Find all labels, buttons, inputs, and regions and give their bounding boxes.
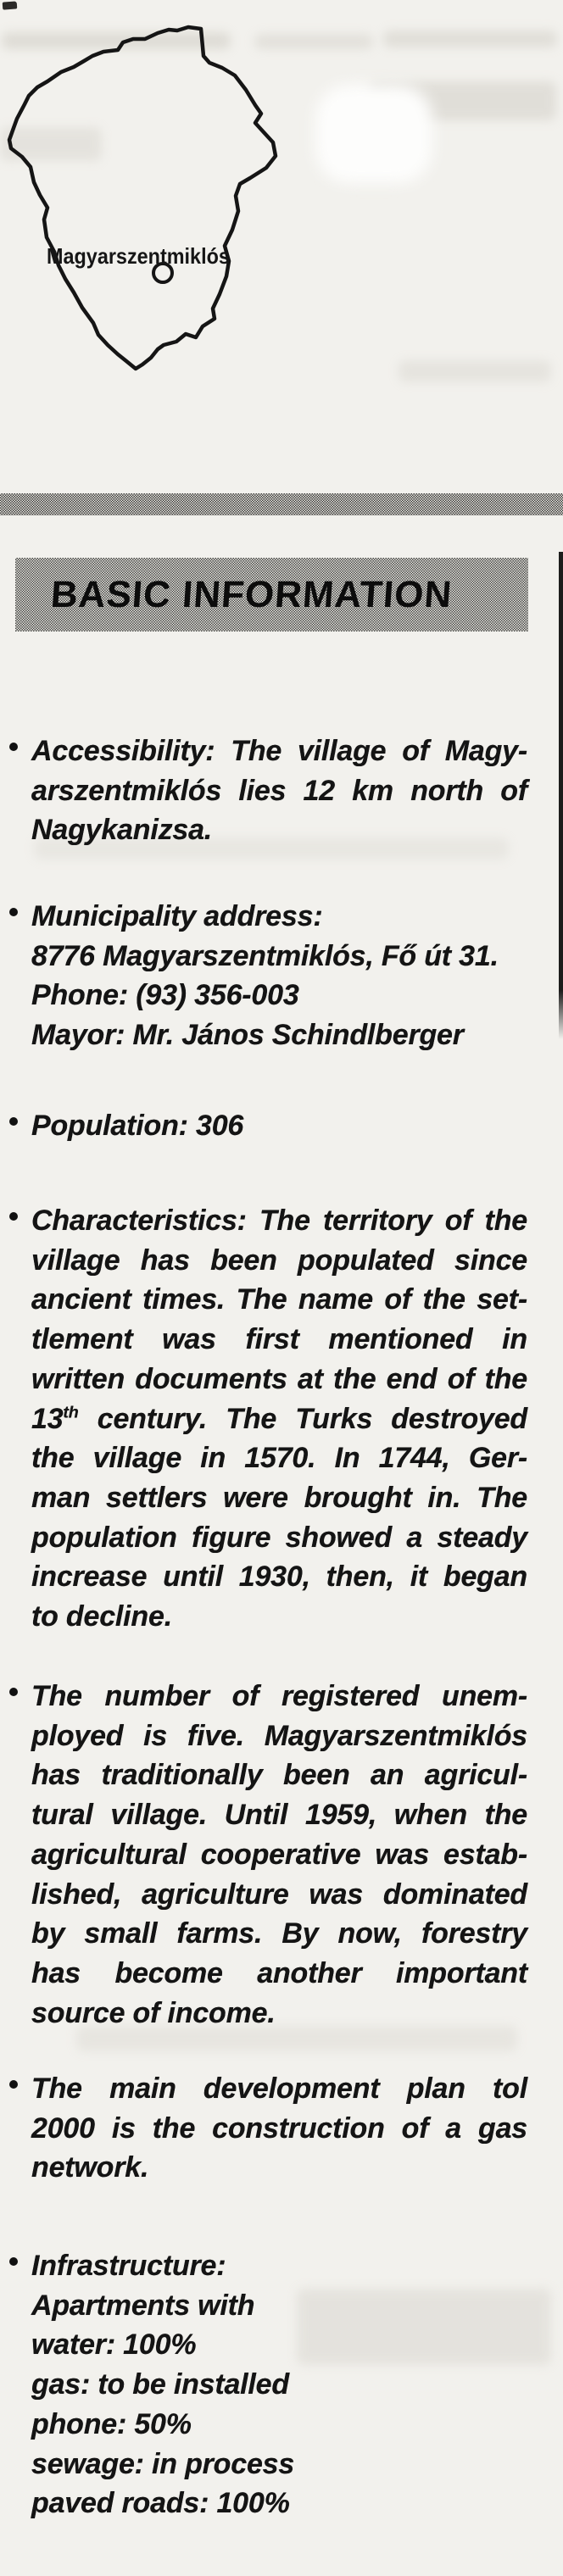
body-line: sewage: in process (31, 2447, 295, 2480)
body-line: phone: 50% (31, 2407, 192, 2440)
bullet-item (31, 1201, 527, 1637)
body-line: tural village. Until 1959, when the (31, 1799, 527, 1832)
bullet-icon (9, 908, 18, 916)
page-edge-scan-line (559, 552, 563, 1039)
body-line: 2000 is the construction of a gas (31, 2111, 527, 2145)
bullet-item (31, 897, 527, 1055)
map-label: Magyarszentmiklós (47, 243, 230, 269)
bullet-icon (9, 1117, 18, 1126)
bullet-item (31, 2246, 527, 2523)
body-line: ployed is five. Magyarszentmiklós (31, 1719, 527, 1752)
body-line: Municipality address: (31, 900, 323, 932)
map-outline (5, 24, 293, 405)
bleed-through-artifact (399, 360, 551, 382)
village-boundary-path (9, 27, 276, 369)
bullet-icon (9, 743, 18, 751)
body-line: village has been populated since (31, 1243, 527, 1277)
body-line: Apartments with (31, 2289, 255, 2322)
body-line: network. (31, 2151, 149, 2184)
village-boundary-map (5, 24, 293, 405)
body-line: Characteristics: The territory of the (31, 1205, 527, 1237)
body-line: Infrastructure: (31, 2250, 226, 2282)
section-title: BASIC INFORMATION (49, 573, 454, 615)
body-line: agricultural cooperative was estab- (31, 1838, 527, 1871)
body-line: 8776 Magyarszentmiklós, Fő út 31. (31, 939, 499, 972)
divider-band (0, 493, 563, 515)
body-line: Mayor: Mr. János Schindlberger (31, 1019, 464, 1052)
body-line: Accessibility: The village of Magy- (31, 735, 527, 767)
body-line: written documents at the end of the (31, 1362, 527, 1395)
body-line: 13th century. The Turks destroyed (31, 1402, 527, 1435)
scan-light-patch (315, 85, 432, 183)
body-line: increase until 1930, then, it began (31, 1561, 527, 1594)
bullet-item (31, 732, 527, 850)
bullet-item (31, 2069, 527, 2188)
section-header-band (15, 558, 528, 631)
bullet-item (31, 1677, 527, 2033)
body-line: man settlers were brought in. The (31, 1481, 527, 1514)
bullet-icon (9, 2080, 18, 2089)
bullet-icon (9, 1688, 18, 1696)
bullet-item (31, 1106, 527, 1146)
body-line: to decline. (31, 1600, 172, 1633)
body-line: has traditionally been an agricul- (31, 1759, 527, 1792)
body-line: Population: 306 (31, 1110, 244, 1142)
body-line: The main development plan tol (31, 2072, 527, 2105)
body-line: Nagykanizsa. (31, 814, 213, 847)
scan-corner-artifact (3, 1, 18, 9)
body-line: source of income. (31, 1996, 276, 2029)
bullet-icon (9, 2257, 18, 2266)
bleed-through-artifact (383, 31, 557, 47)
body-line: The number of registered unem- (31, 1680, 527, 1712)
body-line: Phone: (93) 356-003 (31, 979, 299, 1012)
body-line: the village in 1570. In 1744, Ger- (31, 1442, 527, 1475)
body-line: paved roads: 100% (31, 2487, 290, 2520)
body-line: gas: to be installed (31, 2368, 289, 2401)
bullet-icon (9, 1212, 18, 1221)
body-line: arszentmiklós lies 12 km north of (31, 774, 527, 807)
body-line: ancient times. The name of the set- (31, 1283, 527, 1316)
body-line: by small farms. By now, forestry (31, 1917, 527, 1950)
body-line: has become another important (31, 1956, 527, 1989)
body-line: tlement was first mentioned in (31, 1323, 527, 1356)
body-line: water: 100% (31, 2328, 197, 2362)
body-line: population figure showed a steady (31, 1521, 527, 1554)
body-line: lished, agriculture was dominated (31, 1878, 527, 1911)
